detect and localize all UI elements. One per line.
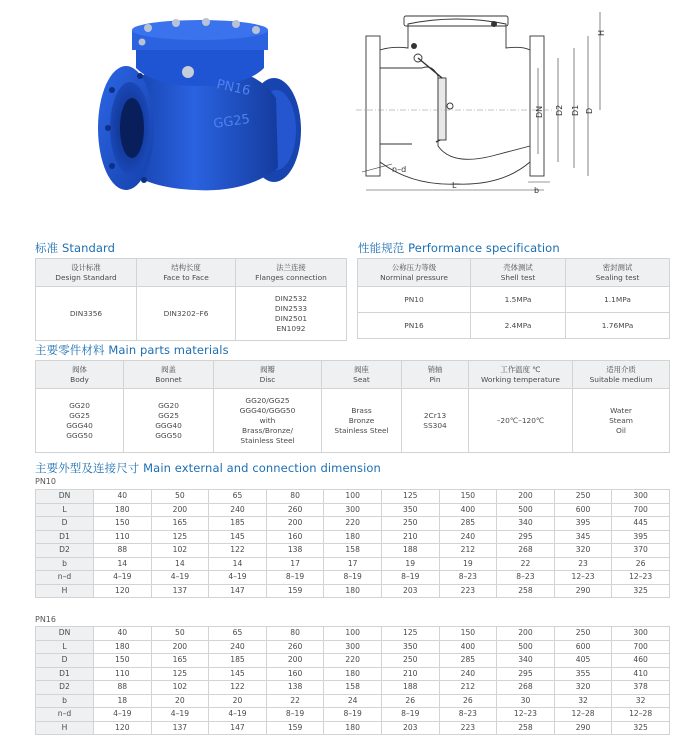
dimension-cell: 12–23	[612, 571, 670, 585]
dimension-cell: 4–19	[94, 708, 152, 722]
dimension-cell: 240	[209, 503, 267, 517]
cell-shell: 1.5MPa	[471, 287, 566, 313]
dimension-cell: 258	[497, 721, 555, 735]
table-row	[36, 681, 670, 695]
dimension-cell: 220	[324, 517, 382, 531]
cell-pin-materials: 2Cr13 SS304	[402, 389, 469, 453]
table-row	[36, 667, 670, 681]
dimension-cell: 203	[381, 584, 439, 598]
dimension-cell: 12–28	[612, 708, 670, 722]
dimension-cell: 102	[151, 681, 209, 695]
dimension-cell: 250	[554, 490, 612, 504]
dimension-cell: 138	[266, 544, 324, 558]
dimension-cell: 4–19	[151, 708, 209, 722]
dimension-cell: 8–23	[439, 708, 497, 722]
dimension-cell: 250	[554, 627, 612, 641]
table-row	[36, 694, 670, 708]
dimension-cell: 223	[439, 584, 497, 598]
dimension-cell: 240	[439, 667, 497, 681]
row-label: H	[36, 721, 94, 735]
dimension-cell: 395	[612, 530, 670, 544]
dimension-cell: 320	[554, 544, 612, 558]
dimension-cell: 212	[439, 681, 497, 695]
dimension-cell: 223	[439, 721, 497, 735]
dimension-cell: 300	[324, 503, 382, 517]
dimension-cell: 4–19	[209, 571, 267, 585]
header-working-temperature: 工作温度 ℃ Working temperature	[469, 361, 573, 389]
dimension-cell: 65	[209, 627, 267, 641]
row-label: H	[36, 584, 94, 598]
dimension-cell: 18	[94, 694, 152, 708]
dimension-cell: 8–19	[381, 571, 439, 585]
dimension-cell: 340	[497, 654, 555, 668]
dimension-cell: 50	[151, 627, 209, 641]
table-row	[36, 654, 670, 668]
dimension-cell: 295	[497, 667, 555, 681]
dimension-cell: 240	[439, 530, 497, 544]
dimension-cell: 250	[381, 517, 439, 531]
dimension-cell: 400	[439, 640, 497, 654]
dimension-cell: 40	[94, 627, 152, 641]
dimension-cell: 20	[209, 694, 267, 708]
table-row	[36, 503, 670, 517]
dimension-cell: 460	[612, 654, 670, 668]
dimension-cell: 180	[324, 584, 382, 598]
label-l: L	[452, 181, 457, 190]
dimension-cell: 125	[151, 530, 209, 544]
pn10-dimension-table	[35, 489, 670, 598]
dimension-cell: 145	[209, 667, 267, 681]
dimension-cell: 600	[554, 640, 612, 654]
valve-product-image	[96, 8, 308, 198]
dimension-cell: 88	[94, 681, 152, 695]
label-d2: D2	[555, 104, 564, 116]
dimension-cell: 500	[497, 640, 555, 654]
dimension-cell: 165	[151, 517, 209, 531]
cell-shell: 2.4MPa	[471, 313, 566, 339]
dimension-cell: 355	[554, 667, 612, 681]
dimension-cell: 250	[381, 654, 439, 668]
table-row	[36, 517, 670, 531]
dimension-cell: 150	[439, 490, 497, 504]
dimension-cell: 100	[324, 627, 382, 641]
row-label: b	[36, 694, 94, 708]
dimension-cell: 14	[151, 557, 209, 571]
dimension-cell: 600	[554, 503, 612, 517]
dimension-cell: 80	[266, 490, 324, 504]
dimension-cell: 180	[324, 530, 382, 544]
dimension-cell: 180	[94, 503, 152, 517]
dimension-cell: 290	[554, 721, 612, 735]
dimension-cell: 22	[497, 557, 555, 571]
table-row	[358, 313, 670, 339]
row-label: L	[36, 503, 94, 517]
header-face-to-face: 结构长度 Face to Face	[137, 259, 236, 287]
dimension-cell: 285	[439, 654, 497, 668]
dimension-cell: 268	[497, 544, 555, 558]
dimension-cell: 700	[612, 640, 670, 654]
pn16-label: PN16	[35, 615, 56, 624]
dimension-cell: 185	[209, 654, 267, 668]
row-label: n–d	[36, 708, 94, 722]
cell-body-materials: GG20 GG25 GGG40 GGG50	[36, 389, 124, 453]
dimension-cell: 350	[381, 503, 439, 517]
dimension-cell: 4–19	[151, 571, 209, 585]
table-row	[36, 640, 670, 654]
dimension-cell: 12–28	[554, 708, 612, 722]
row-label: n–d	[36, 571, 94, 585]
dimension-cell: 260	[266, 640, 324, 654]
dimension-cell: 26	[439, 694, 497, 708]
dimension-cell: 268	[497, 681, 555, 695]
row-label: D2	[36, 681, 94, 695]
dimension-cell: 160	[266, 530, 324, 544]
dimension-cell: 180	[94, 640, 152, 654]
label-d1: D1	[571, 104, 580, 116]
row-label: DN	[36, 627, 94, 641]
dimension-cell: 160	[266, 667, 324, 681]
cell-disc-materials: GG20/GG25 GGG40/GGG50 with Brass/Bronze/ Stainless Steel	[214, 389, 322, 453]
label-dn: DN	[535, 105, 544, 118]
table-row	[358, 287, 670, 313]
dimension-cell: 26	[381, 694, 439, 708]
header-flanges-connection: 法兰连接 Flanges connection	[236, 259, 347, 287]
dimension-cell: 165	[151, 654, 209, 668]
dimension-cell: 40	[94, 490, 152, 504]
dimension-cell: 137	[151, 584, 209, 598]
dimension-cell: 23	[554, 557, 612, 571]
header-shell-test: 壳体测试 Shell test	[471, 259, 566, 287]
dimension-cell: 220	[324, 654, 382, 668]
row-label: D1	[36, 667, 94, 681]
body-mark-pn16: PN16	[215, 77, 252, 100]
dimension-cell: 325	[612, 721, 670, 735]
dimension-cell: 17	[324, 557, 382, 571]
row-label: D1	[36, 530, 94, 544]
hinge-plug	[182, 66, 194, 78]
cell-working-temperature: –20℃–120℃	[469, 389, 573, 453]
table-row	[36, 490, 670, 504]
dimension-cell: 200	[497, 627, 555, 641]
dimension-cell: 325	[612, 584, 670, 598]
dimension-cell: 50	[151, 490, 209, 504]
dimension-cell: 370	[612, 544, 670, 558]
dimension-cell: 110	[94, 667, 152, 681]
dimension-cell: 120	[94, 584, 152, 598]
table-row	[36, 571, 670, 585]
cell-sealing: 1.1MPa	[566, 287, 670, 313]
dimension-cell: 150	[439, 627, 497, 641]
dimension-cell: 8–19	[266, 571, 324, 585]
dimension-cell: 240	[209, 640, 267, 654]
label-h: H	[597, 29, 606, 36]
cell-sealing: 1.76MPa	[566, 313, 670, 339]
dimension-cell: 295	[497, 530, 555, 544]
dimension-cell: 200	[151, 503, 209, 517]
header-body: 阀体 Body	[36, 361, 124, 389]
header-suitable-medium: 适用介质 Suitable medium	[573, 361, 670, 389]
dimension-cell: 200	[266, 654, 324, 668]
dimension-cell: 138	[266, 681, 324, 695]
dimension-cell: 300	[612, 627, 670, 641]
dimension-cell: 200	[151, 640, 209, 654]
dimension-section-title: 主要外型及连接尺寸 Main external and connection dimension	[35, 461, 381, 475]
dimension-cell: 300	[324, 640, 382, 654]
dimension-cell: 14	[94, 557, 152, 571]
parts-materials-table	[35, 360, 670, 453]
header-design-standard: 设计标准 Design Standard	[36, 259, 137, 287]
dimension-cell: 110	[94, 530, 152, 544]
dimension-cell: 300	[612, 490, 670, 504]
dimension-cell: 8–19	[324, 708, 382, 722]
dimension-cell: 445	[612, 517, 670, 531]
dimension-cell: 188	[381, 544, 439, 558]
body-mark-gg25: GG25	[212, 111, 251, 132]
cell-suitable-medium: Water Steam Oil	[573, 389, 670, 453]
row-label: DN	[36, 490, 94, 504]
performance-section-title: 性能规范 Performance specification	[358, 241, 560, 255]
dimension-cell: 210	[381, 530, 439, 544]
dimension-cell: 260	[266, 503, 324, 517]
dimension-cell: 180	[324, 721, 382, 735]
dimension-cell: 210	[381, 667, 439, 681]
dimension-cell: 258	[497, 584, 555, 598]
dimension-cell: 8–19	[324, 571, 382, 585]
dimension-cell: 24	[324, 694, 382, 708]
table-row	[36, 557, 670, 571]
row-label: D2	[36, 544, 94, 558]
cell-design-standard: DIN3356	[36, 287, 137, 341]
dimension-cell: 4–19	[209, 708, 267, 722]
dimension-cell: 200	[266, 517, 324, 531]
cell-flanges-connection: DIN2532 DIN2533 DIN2501 EN1092	[236, 287, 347, 341]
dimension-cell: 14	[209, 557, 267, 571]
dimension-cell: 500	[497, 503, 555, 517]
dimension-cell: 405	[554, 654, 612, 668]
dimension-cell: 88	[94, 544, 152, 558]
pn16-dimension-table	[35, 626, 670, 735]
cell-pressure: PN16	[358, 313, 471, 339]
dimension-cell: 212	[439, 544, 497, 558]
dimension-cell: 147	[209, 584, 267, 598]
dimension-cell: 345	[554, 530, 612, 544]
dimension-cell: 20	[151, 694, 209, 708]
table-row	[36, 721, 670, 735]
dimension-cell: 8–23	[497, 571, 555, 585]
dimension-cell: 19	[439, 557, 497, 571]
dimension-cell: 12–23	[497, 708, 555, 722]
dimension-cell: 700	[612, 503, 670, 517]
dimension-cell: 12–23	[554, 571, 612, 585]
dimension-cell: 17	[266, 557, 324, 571]
dimension-cell: 125	[381, 627, 439, 641]
dimension-cell: 285	[439, 517, 497, 531]
label-d: D	[585, 107, 594, 114]
dimension-cell: 125	[151, 667, 209, 681]
dimension-cell: 400	[439, 503, 497, 517]
dimension-cell: 180	[324, 667, 382, 681]
header-disc: 阀瓣 Disc	[214, 361, 322, 389]
dimension-cell: 150	[94, 654, 152, 668]
header-pin: 销轴 Pin	[402, 361, 469, 389]
cell-seat-materials: Brass Bronze Stainless Steel	[322, 389, 402, 453]
row-label: D	[36, 654, 94, 668]
dimension-cell: 102	[151, 544, 209, 558]
dimension-cell: 158	[324, 681, 382, 695]
dimension-cell: 100	[324, 490, 382, 504]
row-label: b	[36, 557, 94, 571]
dimension-cell: 32	[612, 694, 670, 708]
performance-table	[357, 258, 670, 339]
header-nominal-pressure: 公称压力等级 Norminal pressure	[358, 259, 471, 287]
dimension-cell: 8–23	[439, 571, 497, 585]
table-row	[36, 584, 670, 598]
left-flange-outline	[366, 36, 380, 176]
dimension-cell: 188	[381, 681, 439, 695]
dimension-cell: 159	[266, 584, 324, 598]
dimension-cell: 185	[209, 517, 267, 531]
row-label: D	[36, 517, 94, 531]
valve-technical-drawing	[352, 6, 687, 196]
table-row	[36, 530, 670, 544]
table-row	[36, 544, 670, 558]
dimension-cell: 320	[554, 681, 612, 695]
dimension-cell: 378	[612, 681, 670, 695]
label-nd: n–d	[392, 165, 407, 174]
cell-bonnet-materials: GG20 GG25 GGG40 GGG50	[124, 389, 214, 453]
dimension-cell: 19	[381, 557, 439, 571]
dimension-cell: 150	[94, 517, 152, 531]
standard-section-title: 标准 Standard	[35, 241, 116, 255]
dimension-cell: 120	[94, 721, 152, 735]
dimension-cell: 290	[554, 584, 612, 598]
cell-pressure: PN10	[358, 287, 471, 313]
dimension-cell: 30	[497, 694, 555, 708]
dimension-cell: 32	[554, 694, 612, 708]
dimension-cell: 410	[612, 667, 670, 681]
dimension-cell: 122	[209, 681, 267, 695]
dimension-cell: 22	[266, 694, 324, 708]
dimension-cell: 145	[209, 530, 267, 544]
dimension-cell: 200	[497, 490, 555, 504]
dimension-cell: 65	[209, 490, 267, 504]
dimension-cell: 147	[209, 721, 267, 735]
cell-face-to-face: DIN3202–F6	[137, 287, 236, 341]
standard-table	[35, 258, 347, 341]
table-row	[36, 708, 670, 722]
header-seat: 阀座 Seat	[322, 361, 402, 389]
table-row	[36, 627, 670, 641]
dimension-cell: 203	[381, 721, 439, 735]
dimension-cell: 8–19	[381, 708, 439, 722]
dimension-cell: 395	[554, 517, 612, 531]
dimension-cell: 350	[381, 640, 439, 654]
parts-section-title: 主要零件材料 Main parts materials	[35, 343, 229, 357]
dimension-cell: 122	[209, 544, 267, 558]
dimension-cell: 8–19	[266, 708, 324, 722]
dimension-cell: 26	[612, 557, 670, 571]
dimension-cell: 159	[266, 721, 324, 735]
header-bonnet: 阀盖 Bonnet	[124, 361, 214, 389]
dimension-cell: 80	[266, 627, 324, 641]
dimension-cell: 4–19	[94, 571, 152, 585]
header-sealing-test: 密封测试 Sealing test	[566, 259, 670, 287]
label-b: b	[534, 186, 540, 195]
dimension-cell: 340	[497, 517, 555, 531]
dimension-cell: 137	[151, 721, 209, 735]
dimension-cell: 158	[324, 544, 382, 558]
pn10-label: PN10	[35, 477, 56, 486]
dimension-cell: 125	[381, 490, 439, 504]
row-label: L	[36, 640, 94, 654]
